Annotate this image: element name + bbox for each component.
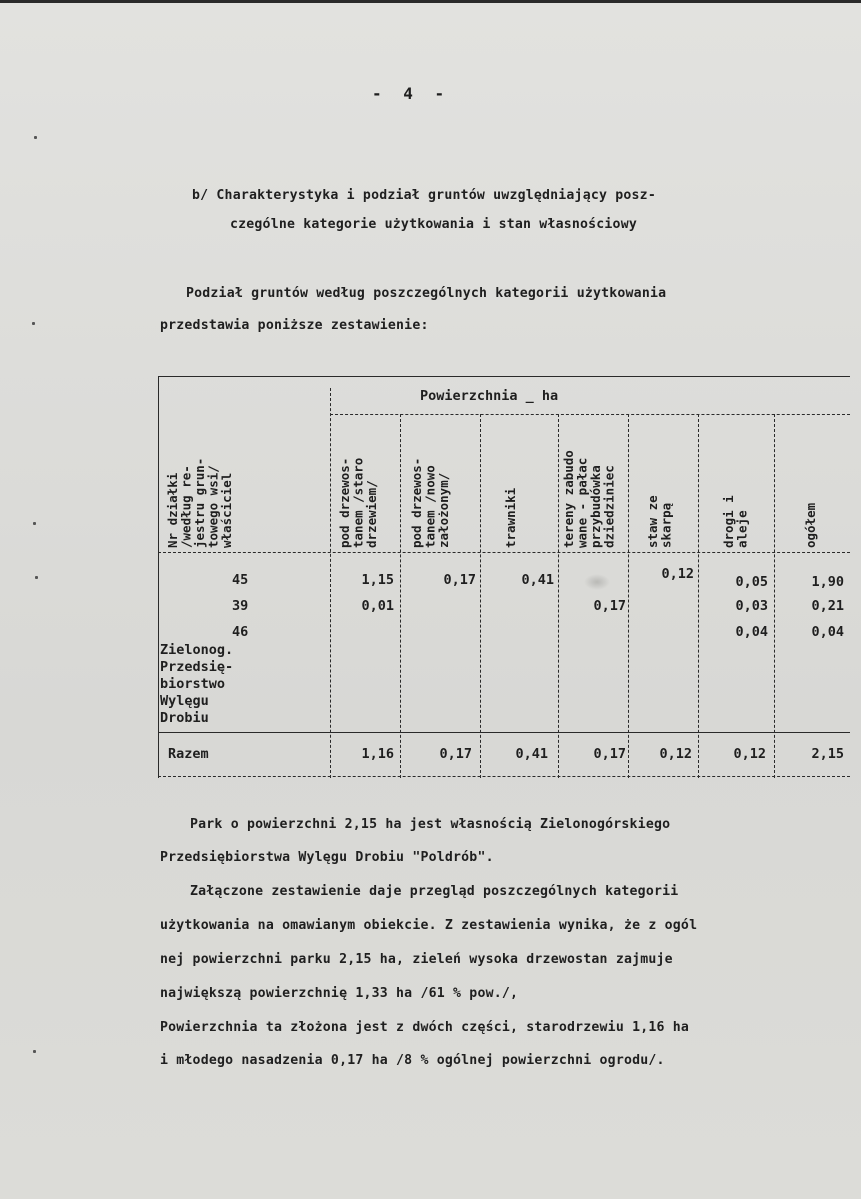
row-45-trawniki: 0,41 [521, 572, 554, 588]
smudge [584, 574, 610, 590]
col-header-zabudowane: tereny zabudo wane - pałac przybudówka dziedziniec [561, 450, 617, 548]
row-46-ogolem: 0,04 [811, 624, 844, 640]
row-39-drogi: 0,03 [735, 598, 768, 614]
section-heading-line1: b/ Charakterystyka i podział gruntów uwzględniający posz- [192, 188, 656, 203]
total-zabudowane: 0,17 [593, 746, 626, 762]
col-rule-7 [774, 414, 775, 778]
margin-speck [34, 136, 37, 139]
total-staw: 0,12 [659, 746, 692, 762]
row-45-nowe: 0,17 [443, 572, 476, 588]
table-bottom-rule [158, 776, 850, 777]
row-39-stare: 0,01 [361, 598, 394, 614]
group-header: Powierzchnia _ ha [420, 388, 559, 404]
land-use-table [158, 376, 850, 780]
total-stare: 1,16 [361, 746, 394, 762]
row-45-ogolem: 1,90 [811, 574, 844, 590]
body-p2-line4: największą powierzchnię 1,33 ha /61 % pow./, [160, 986, 519, 1001]
margin-speck [33, 522, 36, 525]
section-heading-line2: czególne kategorie użytkowania i stan własnościowy [230, 217, 637, 232]
col-rule-4 [558, 414, 559, 778]
col-rule-3 [480, 414, 481, 778]
group-header-rule [330, 414, 850, 415]
row-39-owner: 39 [232, 598, 249, 614]
row-39-ogolem: 0,21 [811, 598, 844, 614]
total-label: Razem [168, 746, 209, 762]
intro-line2: przedstawia poniższe zestawienie: [160, 318, 429, 333]
col-header-staw: staw ze skarpą [645, 495, 674, 548]
col-header-stare: pod drzewos- tanem /staro drzewiem/ [337, 457, 379, 548]
body-p2-line1: Załączone zestawienie daje przegląd poszczególnych kategorii [190, 884, 679, 899]
intro-line1: Podział gruntów według poszczególnych kategorii użytkowania [186, 286, 667, 301]
col-header-trawniki: trawniki [503, 487, 518, 548]
page-number: - 4 - [372, 84, 451, 103]
total-top-rule [158, 732, 850, 733]
col-header-nowe: pod drzewos- tanem /nowo założonym/ [409, 457, 451, 548]
header-bottom-rule [158, 552, 850, 553]
margin-speck [32, 322, 35, 325]
col-rule-5 [628, 414, 629, 778]
col-rule-6 [698, 414, 699, 778]
row-45-drogi: 0,05 [735, 574, 768, 590]
margin-speck [35, 576, 38, 579]
body-p1-line1: Park o powierzchni 2,15 ha jest własnością Zielonogórskiego [190, 817, 671, 832]
owner-note: Zielonog. Przedsię- biorstwo Wylęgu Drobiu [160, 642, 234, 726]
total-nowe: 0,17 [439, 746, 472, 762]
body-p2-line3: nej powierzchni parku 2,15 ha, zieleń wysoka drzewostan zajmuje [160, 952, 673, 967]
total-trawniki: 0,41 [515, 746, 548, 762]
total-ogolem: 2,15 [811, 746, 844, 762]
body-p2-line6: i młodego nasadzenia 0,17 ha /8 % ogólnej powierzchni ogrodu/. [160, 1053, 665, 1068]
row-45-owner: 45 [232, 572, 249, 588]
col-rule-0 [158, 376, 159, 778]
table-top-rule [158, 376, 850, 377]
row-46-owner: 46 [232, 624, 249, 640]
row-39-zabudowane: 0,17 [593, 598, 626, 614]
body-p2-line2: użytkowania na omawianym obiekcie. Z zestawienia wynika, że z ogól [160, 918, 698, 933]
total-drogi: 0,12 [733, 746, 766, 762]
row-45-staw: 0,12 [661, 566, 694, 582]
margin-speck [33, 1050, 36, 1053]
top-edge-line [0, 0, 861, 3]
body-p2-line5: Powierzchnia ta złożona jest z dwóch części, starodrzewiu 1,16 ha [160, 1020, 690, 1035]
col-rule-2 [400, 414, 401, 778]
body-p1-line2: Przedsiębiorstwa Wylęgu Drobiu "Poldrób". [160, 850, 494, 865]
col-rule-1 [330, 388, 331, 778]
col-header-drogi: drogi i aleje [721, 495, 750, 548]
col-header-owner: Nr działki /według re- jestru grun- towego wsi/ właściciel [165, 457, 234, 548]
row-46-drogi: 0,04 [735, 624, 768, 640]
col-header-ogolem: ogółem [803, 502, 818, 548]
row-45-stare: 1,15 [361, 572, 394, 588]
